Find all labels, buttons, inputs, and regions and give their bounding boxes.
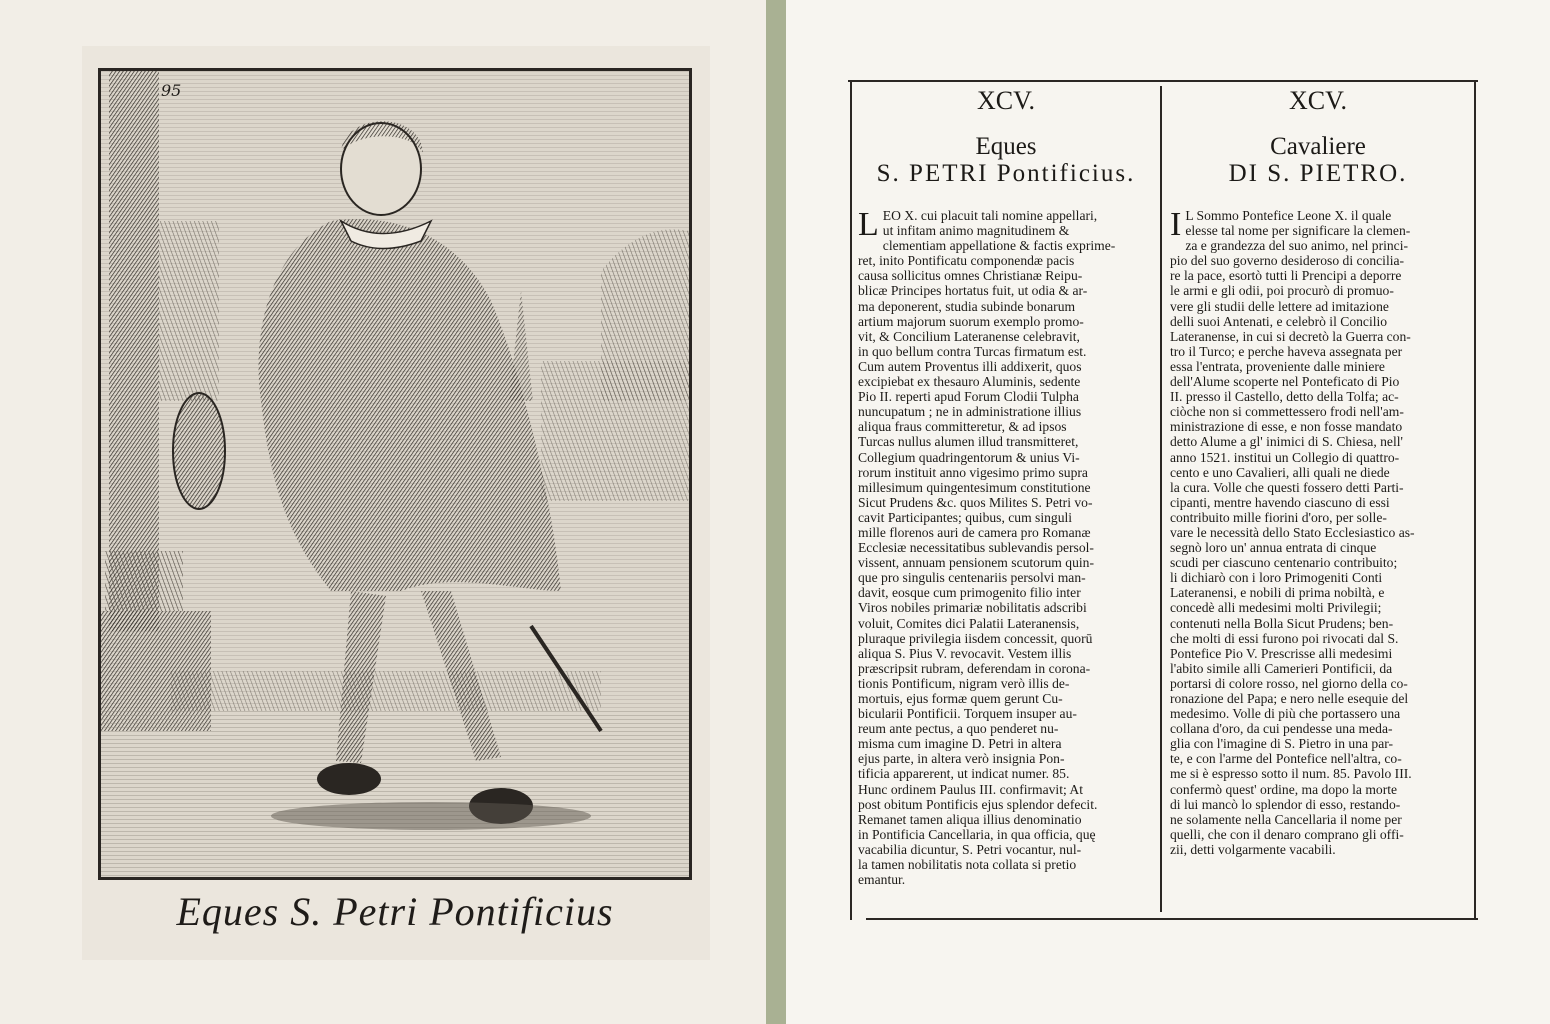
latin-text-line: davit, eosque cum primogenito filio inter (858, 585, 1081, 601)
italian-text-line: contribuito mille fiorini d'oro, per solle- (1170, 509, 1387, 525)
latin-text-line: que pro singulis centenariis persolvi man- (858, 570, 1086, 586)
latin-text-line: artium majorum suorum exemplo promo- (858, 313, 1084, 329)
italian-title-line1: Cavaliere (1270, 133, 1366, 160)
latin-text-line: tionis Pontificum, nigram verò illis de- (858, 675, 1070, 691)
latin-text-line: la tamen nobilitatis nota collata si pretio (858, 857, 1077, 873)
italian-text-line: contenuti nella Bolla Sicut Prudens; ben- (1170, 615, 1394, 631)
latin-column (858, 80, 1154, 887)
italian-text-line: le armi e gli odii, poi procurò di promuo- (1170, 283, 1394, 299)
italian-body-text (1170, 208, 1466, 857)
latin-text-line: vissent, annuam pensionem scutorum quin- (858, 555, 1094, 571)
plate-caption: Eques S. Petri Pontificius (176, 889, 614, 934)
latin-text-line: cavit Participantes; quibus, cum singuli (858, 509, 1073, 525)
italian-text-line: li dichiarò con i loro Primogeniti Conti (1170, 570, 1383, 586)
latin-dropcap: L (858, 206, 879, 243)
italian-text-line: ministrazione di esse, e non fosse mandato (1170, 419, 1403, 435)
latin-text-line: Turcas nullus alumen illud transmitteret, (858, 434, 1079, 450)
italian-text-line: essa l'entrata, proveniente dalle miniere (1170, 358, 1385, 374)
knight-engraving-illustration (101, 71, 689, 877)
italian-text-line: me si è espresso sotto il num. 85. Pavolo III. (1170, 766, 1412, 782)
italian-text-line: scudi per ciascuno centenario contribuito; (1170, 555, 1398, 571)
italian-text-line: confermò quest' ordine, ma dopo la morte (1170, 781, 1398, 797)
column-divider (1160, 86, 1162, 912)
italian-text-line: Lateranense, in cui si decretò la Guerra con- (1170, 328, 1411, 344)
engraving-image (98, 68, 692, 880)
right-page (786, 0, 1550, 1024)
italian-text-line: te, e con l'arme del Pontefice nell'altra, co- (1170, 751, 1402, 767)
latin-text-line: voluit, Comites dici Palatii Lateranensis, (858, 615, 1080, 631)
latin-text-line: Hunc ordinem Paulus III. confirmavit; At (858, 781, 1084, 797)
italian-text-line: anno 1521. institui un Collegio di quattro- (1170, 449, 1400, 465)
italian-text-line: II. presso il Castello, detto della Tolfa; ac- (1170, 389, 1399, 405)
italian-text-line: cento e uno Cavalieri, alli quali ne diede (1170, 464, 1390, 480)
italian-column (1170, 80, 1466, 857)
text-block (848, 80, 1478, 920)
latin-text-line: bicularii Pontificii. Torquem insuper au- (858, 706, 1077, 722)
latin-text-line: ejus parte, in altera verò insignia Pon- (858, 751, 1065, 767)
latin-text-line: post obitum Pontificis ejus splendor defecit. (858, 796, 1098, 812)
italian-text-line: ne solamente nella Cancellaria il nome per (1170, 811, 1402, 827)
book-spine (766, 0, 786, 1024)
latin-text-line: Collegium quadringentorum & unius Vi- (858, 449, 1080, 465)
italian-text-line: Pontefice Pio V. Prescrisse alli medesimi (1170, 645, 1393, 661)
latin-text-line: aliqua fraus committeretur, & ad ipsos (858, 419, 1067, 435)
italian-text-line: collana d'oro, da cui pendesse una meda- (1170, 721, 1393, 737)
latin-text-line: ma deponerent, studia subinde bonarum (858, 298, 1076, 314)
latin-body-text (858, 208, 1154, 887)
bottom-rule (866, 918, 1478, 920)
italian-text-line: detto Alume a gl' inimici di S. Chiesa, nell' (1170, 434, 1403, 450)
latin-text-line: clementiam appellatione & factis exprime- (882, 238, 1116, 254)
italian-text-line: la cura. Volle che questi fossero detti Parti- (1170, 479, 1404, 495)
latin-text-line: vacabilia dicuntur, S. Petri vocantur, nul- (858, 841, 1082, 857)
latin-text-line: millesimum quingentesimum constitutione (858, 479, 1091, 495)
latin-text-line: nuncupatum ; ne in administratione illius (858, 404, 1082, 420)
italian-text-line: tro il Turco; e perche haveva assegnata per (1170, 343, 1403, 359)
italian-entry-number: XCV. (1288, 86, 1348, 115)
italian-text-line: glia con l'imagine di S. Pietro in una par- (1170, 736, 1394, 752)
italian-title-line2: DI S. PIETRO. (1228, 160, 1408, 187)
italian-dropcap: I (1170, 206, 1182, 243)
plate-number: 95 (161, 81, 182, 100)
latin-text-line: Ecclesiæ necessitatibus sublevandis persol- (858, 540, 1094, 556)
italian-text-line: che molti di essi furono poi rivocati dal S. (1170, 630, 1399, 646)
italian-text-line: di lui mancò lo splendor di esso, restando- (1170, 796, 1401, 812)
latin-text-line: in quo bellum contra Turcas firmatum est. (858, 343, 1087, 359)
latin-text-line: pluraque privilegia iisdem concessit, quorū (858, 630, 1093, 646)
italian-text-line: medesimo. Volle di più che portassero una (1170, 706, 1401, 722)
italian-text-line: zii, detti volgarmente vacabili. (1170, 841, 1336, 857)
latin-text-line: EO X. cui placuit tali nomine appellari, (882, 208, 1098, 223)
latin-text-line: excipiebat ex thesauro Aluminis, sedente (858, 374, 1081, 390)
latin-text-line: ut infitam animo magnitudinem & (882, 223, 1070, 239)
latin-text-line: mortuis, ejus formæ quem gerunt Cu- (858, 691, 1063, 706)
latin-text-line: vit, & Concilium Lateranense celebravit, (858, 328, 1080, 344)
italian-text-line: quelli, che con il denaro comprano gli offi- (1170, 826, 1404, 842)
latin-text-line: misma cum imagine D. Petri in altera (858, 736, 1062, 752)
italian-text-line: ciòche non si commettessero frodi nell'am- (1170, 404, 1404, 420)
italian-text-line: concedè alli medesimi molti Privilegii; (1170, 600, 1382, 616)
italian-text-line: l'abito simile alli Camerieri Pontificii, da (1170, 660, 1393, 676)
latin-text-line: in Pontificia Cancellaria, in qua officia, quę (858, 826, 1096, 842)
right-rule (1474, 80, 1476, 920)
italian-text-line: Lateranensi, e nobili di prima nobiltà, e (1170, 585, 1385, 601)
latin-text-line: reum ante pectus, a quo penderet nu- (858, 721, 1059, 737)
italian-text-line: ronazione del Papa; e nero nelle esequie del (1170, 691, 1409, 706)
latin-text-line: Sicut Prudens &c. quos Milites S. Petri vo- (858, 494, 1093, 510)
italian-text-line: re la pace, esortò tutti li Prencipi a deporre (1170, 268, 1402, 284)
italian-text-line: segnò loro un' annua entrata di cinque (1170, 540, 1377, 556)
latin-entry-number: XCV. (976, 86, 1036, 115)
italian-text-line: portarsi di colore rosso, nel giorno della co- (1170, 675, 1408, 691)
italian-text-line: elesse tal nome per significare la clemen- (1185, 223, 1411, 239)
latin-text-line: Remanet tamen aliqua illius denominatio (858, 811, 1082, 827)
latin-text-line: Cum autem Proventus illi addixerit, quos (858, 358, 1082, 374)
latin-title-line1: Eques (975, 133, 1037, 160)
italian-text-line: vare le necessità dello Stato Ecclesiastico as- (1170, 524, 1415, 540)
left-rule (850, 80, 852, 920)
latin-text-line: blicæ Principes hortatus fuit, ut odia & ar- (858, 283, 1088, 299)
latin-text-line: Pio II. reperti apud Forum Clodii Tulpha (858, 389, 1079, 405)
italian-text-line: vere gli studii delle lettere ad imitazione (1170, 298, 1389, 314)
left-page (0, 0, 766, 1024)
italian-text-line: delli suoi Antenati, e celebrò il Concilio (1170, 313, 1388, 329)
italian-text-line: pio del suo governo desideroso di concilia- (1170, 253, 1405, 269)
latin-text-line: ret, inito Pontificatu componendæ pacis (858, 253, 1075, 269)
italian-text-line: L Sommo Pontefice Leone X. il quale (1185, 208, 1392, 223)
italian-text-line: cipanti, mentre havendo ciascuno di essi (1170, 494, 1390, 510)
latin-title-line2: S. PETRI Pontificius. (876, 160, 1136, 187)
latin-text-line: aliqua S. Pius V. revocavit. Vestem illis (858, 645, 1072, 661)
latin-text-line: præscripsit rubram, deferendam in corona- (858, 660, 1091, 676)
latin-text-line: rorum instituit anno vigesimo primo supra (858, 464, 1088, 480)
latin-text-line: Viros nobiles primariæ nobilitatis adscribi (858, 600, 1087, 616)
latin-text-line: emantur. (858, 872, 906, 888)
italian-text-line: za e grandezza del suo animo, nel princi- (1185, 238, 1409, 254)
latin-text-line: tificia apparerent, ut indicat numer. 85. (858, 766, 1070, 782)
italian-text-line: dell'Alume scoperte nel Ponteficato di Pio (1170, 374, 1400, 390)
latin-text-line: causa sollicitus omnes Christianæ Reipu- (858, 268, 1083, 284)
latin-text-line: mille florenos auri de camera pro Romanæ (858, 524, 1091, 540)
